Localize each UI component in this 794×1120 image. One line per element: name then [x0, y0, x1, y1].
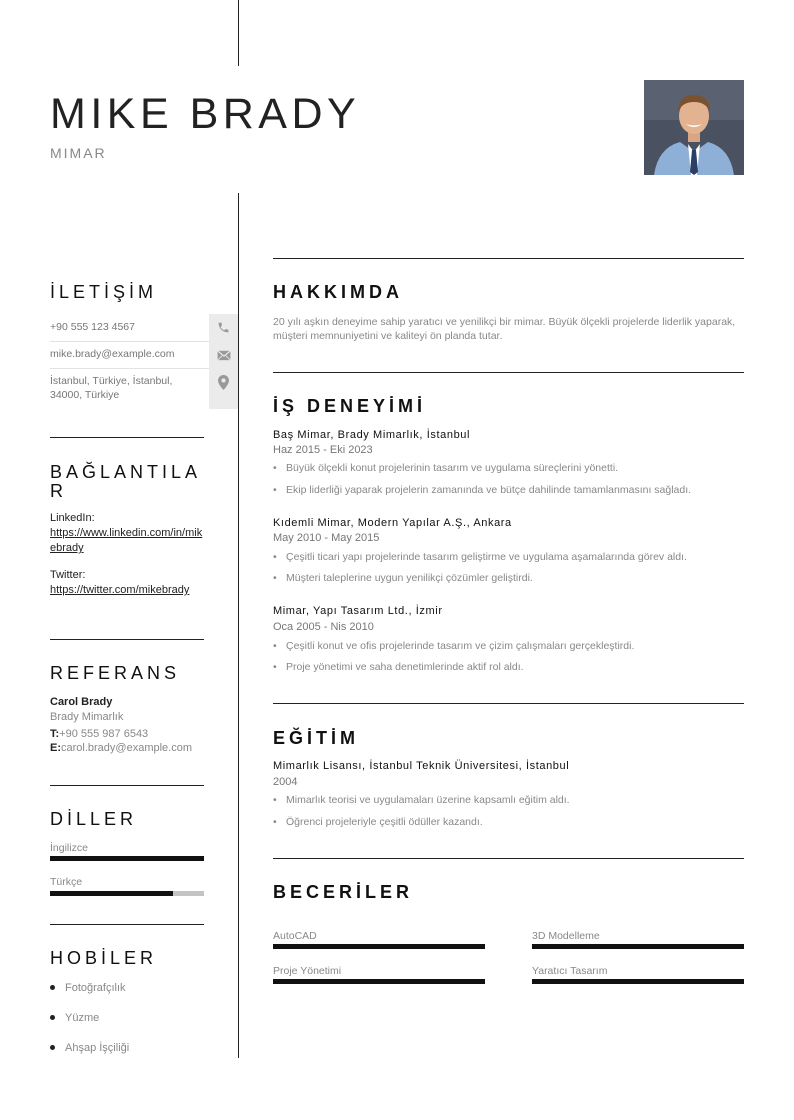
skill-level-bar	[532, 944, 744, 949]
job-bullet-text: Proje yönetimi ve saha denetimlerinde aktif rol aldı.	[286, 661, 524, 673]
language-label: İngilizce	[50, 842, 88, 854]
bullet-dot	[50, 1015, 55, 1020]
bullet-dot: •	[273, 484, 277, 496]
candidate-title: MIMAR	[50, 145, 107, 161]
divider	[273, 703, 744, 704]
reference-heading: REFERANS	[50, 663, 181, 683]
job-bullet-text: Çeşitli ticari yapı projelerinde tasarım geliştirme ve uygulama aşamalarında görev aldı.	[286, 551, 687, 563]
envelope-icon	[209, 342, 238, 369]
skill-label: AutoCAD	[273, 930, 317, 942]
job-date: Haz 2015 - Eki 2023	[273, 444, 373, 456]
reference-name: Carol Brady	[50, 696, 113, 708]
reference-phone-line	[50, 728, 148, 740]
bullet-dot: •	[273, 794, 277, 806]
divider	[273, 258, 744, 259]
skill-label: Proje Yönetimi	[273, 965, 342, 977]
language-level-fill	[50, 891, 173, 896]
experience-heading: İŞ DENEYİMİ	[273, 396, 427, 416]
job-date: Oca 2005 - Nis 2010	[273, 621, 374, 633]
candidate-name: MIKE BRADY	[50, 90, 361, 138]
job-date: May 2010 - May 2015	[273, 532, 380, 544]
job-bullet-text: Çeşitli konut ve ofis projelerinde tasarım ve çizim çalışmaları gerçekleştirdi.	[286, 640, 635, 652]
contact-phone[interactable]: +90 555 123 4567	[50, 321, 135, 333]
skills-heading: BECERİLER	[273, 882, 414, 902]
job-bullet	[273, 572, 753, 584]
education-bullet	[273, 816, 753, 828]
reference-email[interactable]: carol.brady@example.com	[61, 742, 192, 754]
twitter-label: Twitter:	[50, 569, 86, 581]
contact-heading: İLETİŞİM	[50, 282, 158, 302]
job-bullet-text: Büyük ölçekli konut projelerinin tasarım ve uygulama süreçlerini yönetti.	[286, 462, 619, 474]
language-level-bar	[50, 891, 204, 896]
hobby-item	[50, 982, 126, 994]
job-title: Mimar, Yapı Tasarım Ltd., İzmir	[273, 605, 443, 617]
contact-address: İstanbul, Türkiye, İstanbul, 34000, Türkiye	[50, 375, 173, 401]
contact-icon-strip	[209, 314, 238, 409]
hobby-label: Yüzme	[65, 1012, 100, 1024]
job-bullet	[273, 551, 753, 563]
skill-label: 3D Modelleme	[532, 930, 600, 942]
education-heading: EĞİTİM	[273, 728, 359, 748]
hobby-label: Fotoğrafçılık	[65, 982, 126, 994]
reference-email-line	[50, 742, 192, 754]
reference-phone-key: T:	[50, 728, 60, 740]
about-text: 20 yılı aşkın deneyime sahip yaratıcı ve yenilikçi bir mimar. Büyük ölçekli projelerde liderlik yaparak, müşteri memnuniyetini ve kaliteyi ön planda tutar.	[273, 316, 736, 342]
twitter-link[interactable]: https://twitter.com/mikebrady	[50, 584, 190, 596]
profile-photo	[644, 80, 744, 175]
phone-icon	[209, 314, 238, 341]
top-divider-line	[238, 0, 239, 66]
hobby-item	[50, 1012, 99, 1024]
job-bullet	[273, 484, 753, 496]
contact-email[interactable]: mike.brady@example.com	[50, 348, 175, 360]
job-bullet-text: Ekip liderliği yaparak projelerin zamanında ve bütçe dahilinde tamamlanmasını sağladı.	[286, 484, 692, 496]
bullet-dot	[50, 985, 55, 990]
divider	[273, 372, 744, 373]
job-bullet	[273, 661, 753, 673]
links-heading-line2: R	[50, 481, 67, 501]
links-heading-line1: BAĞLANTILA	[50, 462, 202, 482]
education-bullet-text: Mimarlık teorisi ve uygulamaları üzerine kapsamlı eğitim aldı.	[286, 794, 570, 806]
job-bullet	[273, 640, 753, 652]
bullet-dot: •	[273, 572, 277, 584]
job-bullet	[273, 462, 753, 474]
bullet-dot: •	[273, 816, 277, 828]
hobby-item	[50, 1042, 129, 1054]
languages-heading: DİLLER	[50, 809, 138, 829]
skill-level-bar	[532, 979, 744, 984]
linkedin-link[interactable]: https://www.linkedin.com/in/mikebrady	[50, 527, 203, 554]
divider	[50, 924, 204, 925]
job-title: Baş Mimar, Brady Mimarlık, İstanbul	[273, 429, 471, 441]
column-divider-line	[238, 193, 239, 1058]
skill-label: Yaratıcı Tasarım	[532, 965, 608, 977]
hobby-label: Ahşap İşçiliği	[65, 1042, 130, 1054]
bullet-dot: •	[273, 551, 277, 563]
links-heading	[50, 463, 201, 501]
bullet-dot: •	[273, 640, 277, 652]
divider	[50, 437, 204, 438]
language-level-fill	[50, 856, 204, 861]
reference-company: Brady Mimarlık	[50, 711, 124, 723]
job-bullet-text: Müşteri taleplerine uygun yenilikçi çözümler geliştirdi.	[286, 572, 533, 584]
skill-level-bar	[273, 944, 485, 949]
divider	[50, 785, 204, 786]
reference-email-key: E:	[50, 742, 61, 754]
hobbies-heading: HOBİLER	[50, 948, 158, 968]
education-year: 2004	[273, 776, 298, 788]
divider	[273, 858, 744, 859]
bullet-dot: •	[273, 661, 277, 673]
bullet-dot: •	[273, 462, 277, 474]
education-degree: Mimarlık Lisansı, İstanbul Teknik Üniversitesi, İstanbul	[273, 760, 570, 772]
language-level-bar	[50, 856, 204, 861]
job-title: Kıdemli Mimar, Modern Yapılar A.Ş., Ankara	[273, 517, 512, 529]
divider	[50, 639, 204, 640]
education-bullet	[273, 794, 753, 806]
language-label: Türkçe	[50, 876, 83, 888]
reference-phone[interactable]: +90 555 987 6543	[59, 728, 149, 740]
skill-level-bar	[273, 979, 485, 984]
bullet-dot	[50, 1045, 55, 1050]
about-heading: HAKKIMDA	[273, 282, 403, 302]
linkedin-label: LinkedIn:	[50, 512, 95, 524]
education-bullet-text: Öğrenci projeleriyle çeşitli ödüller kazandı.	[286, 816, 483, 828]
map-pin-icon	[209, 369, 238, 396]
